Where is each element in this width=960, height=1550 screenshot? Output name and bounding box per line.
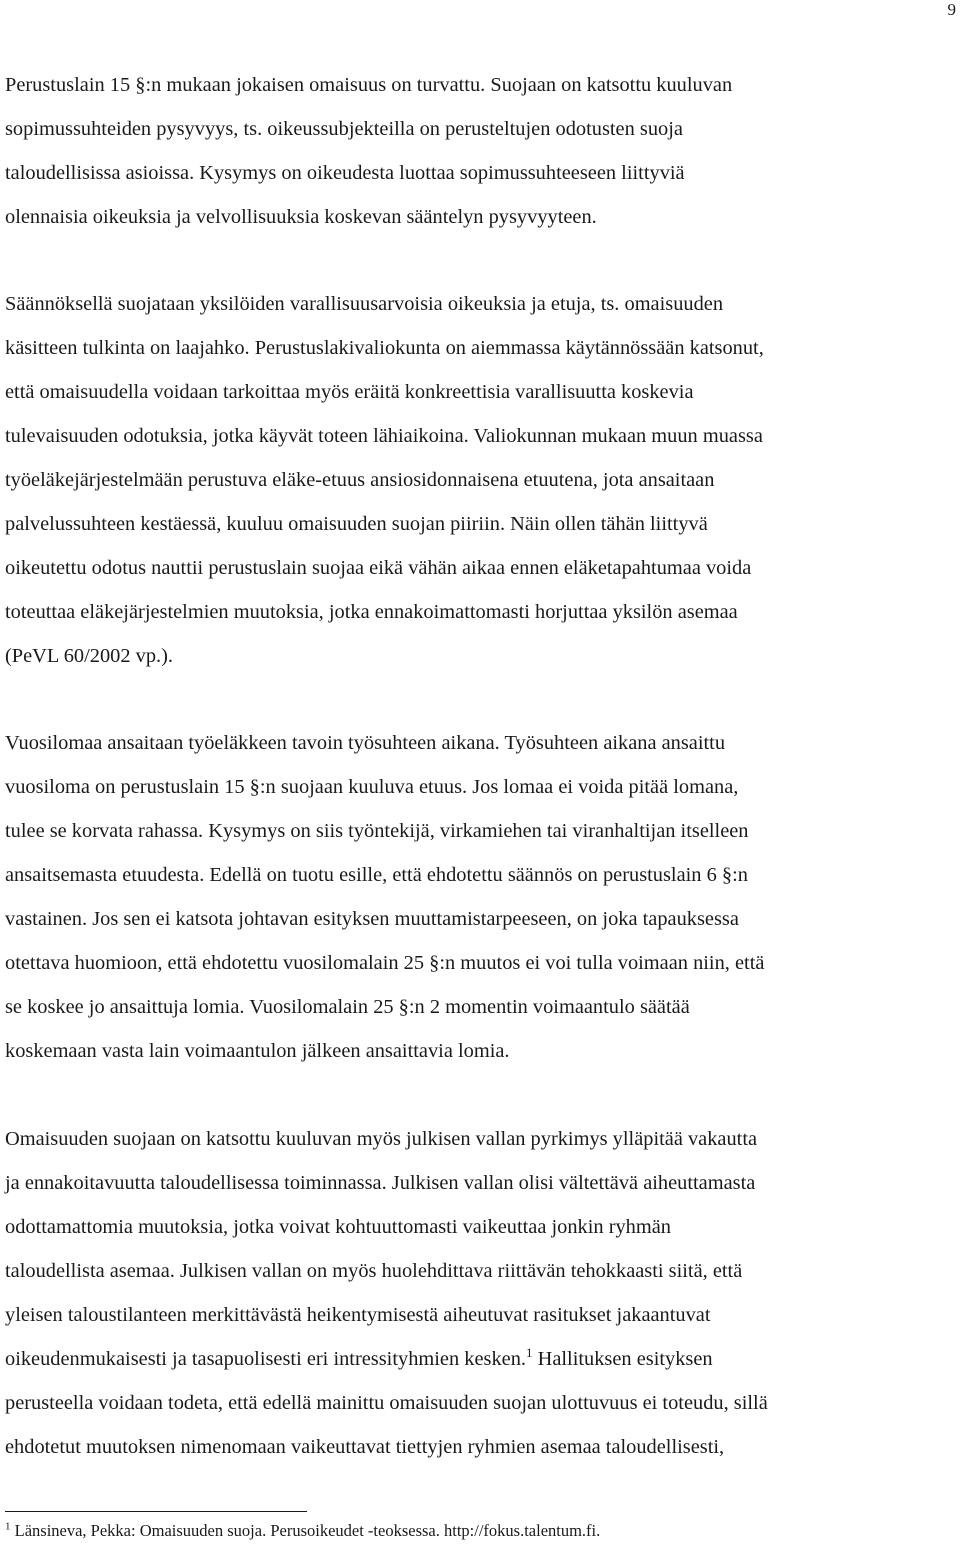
text-line: olennaisia oikeuksia ja velvollisuuksia koskevan sääntelyn pysyvyyteen.	[5, 206, 597, 228]
text-line: ansaitsemasta etuudesta. Edellä on tuotu esille, että ehdotettu säännös on perustuslain 6 §:n	[5, 864, 748, 886]
text-segment: oikeudenmukaisesti ja tasapuolisesti eri intressityhmien kesken.	[5, 1348, 526, 1370]
text-line: ja ennakoitavuutta taloudellisessa toiminnassa. Julkisen vallan olisi vältettävä aiheuttamasta	[5, 1172, 756, 1194]
text-line: että omaisuudella voidaan tarkoittaa myös eräitä konkreettisia varallisuutta koskevia	[5, 381, 694, 403]
footnote-reference[interactable]: 1	[526, 1345, 533, 1361]
text-line: vuosiloma on perustuslain 15 §:n suojaan kuuluva etuus. Jos lomaa ei voida pitää lomana,	[5, 776, 739, 798]
text-line: yleisen taloustilanteen merkittävästä heikentymisestä aiheutuvat rasitukset jakaantuvat	[5, 1304, 711, 1326]
text-line: Säännöksellä suojataan yksilöiden varallisuusarvoisia oikeuksia ja etuja, ts. omaisuuden	[5, 293, 724, 315]
text-line-with-footnote	[5, 1337, 955, 1381]
text-segment: Hallituksen esityksen	[532, 1348, 713, 1370]
text-line: perusteella voidaan todeta, että edellä mainittu omaisuuden suojan ulottuvuus ei toteudu, sillä	[5, 1392, 768, 1414]
text-line: vastainen. Jos sen ei katsota johtavan esityksen muuttamistarpeeseen, on joka tapauksessa	[5, 908, 739, 930]
footnote-divider	[5, 1511, 307, 1512]
text-line: tulevaisuuden odotuksia, jotka käyvät toteen lähiaikoina. Valiokunnan mukaan muun muassa	[5, 425, 763, 447]
text-line: koskemaan vasta lain voimaantulon jälkeen ansaittavia lomia.	[5, 1040, 510, 1062]
text-line: työeläkejärjestelmään perustuva eläke-etuus ansiosidonnaisena etuutena, jota ansaitaan	[5, 469, 715, 491]
paragraph-property-protection	[5, 63, 955, 239]
text-line: Perustuslain 15 §:n mukaan jokaisen omaisuus on turvattu. Suojaan on katsottu kuuluvan	[5, 74, 733, 96]
text-line: toteuttaa eläkejärjestelmien muutoksia, jotka ennakoimattomasti horjuttaa yksilön asemaa	[5, 601, 738, 623]
footnote-text: Länsineva, Pekka: Omaisuuden suoja. Perusoikeudet -teoksessa. http://fokus.talentum.fi.	[10, 1521, 601, 1540]
text-line: odottamattomia muutoksia, jotka voivat kohtuuttomasti vaikeuttaa jonkin ryhmän	[5, 1216, 671, 1238]
text-line: sopimussuhteiden pysyvyys, ts. oikeussubjekteilla on perusteltujen odotusten suoja	[5, 118, 683, 140]
text-line: palvelussuhteen kestäessä, kuuluu omaisuuden suojan piiriin. Näin ollen tähän liittyvä	[5, 513, 708, 535]
text-line: ehdotetut muutoksen nimenomaan vaikeuttavat tiettyjen ryhmien asemaa taloudellisesti,	[5, 1436, 725, 1458]
text-line: oikeutettu odotus nauttii perustuslain suojaa eikä vähän aikaa ennen eläketapahtumaa voida	[5, 557, 752, 579]
text-line: käsitteen tulkinta on laajahko. Perustuslakivaliokunta on aiemmassa käytännössään katsonut,	[5, 337, 764, 359]
text-line: taloudellista asemaa. Julkisen vallan on myös huolehdittava riittävän tehokkaasti siitä, että	[5, 1260, 743, 1282]
page-number: 9	[947, 0, 956, 19]
paragraph-property-interpretation	[5, 282, 955, 678]
text-line: otettava huomioon, että ehdotettu vuosilomalain 25 §:n muutos ei voi tulla voimaan niin, että	[5, 952, 765, 974]
footnote	[5, 1520, 600, 1542]
paragraph-annual-leave	[5, 721, 955, 1073]
text-line: Vuosilomaa ansaitaan työeläkkeen tavoin työsuhteen aikana. Työsuhteen aikana ansaittu	[5, 732, 726, 754]
text-line: Omaisuuden suojaan on katsottu kuuluvan myös julkisen vallan pyrkimys ylläpitää vakautta	[5, 1128, 758, 1150]
paragraph-public-authority	[5, 1117, 955, 1469]
footnote-marker: 1	[5, 1520, 11, 1533]
text-line: tulee se korvata rahassa. Kysymys on siis työntekijä, virkamiehen tai viranhaltijan itselleen	[5, 820, 749, 842]
text-line: taloudellisissa asioissa. Kysymys on oikeudesta luottaa sopimussuhteeseen liittyviä	[5, 162, 685, 184]
text-line: se koskee jo ansaittuja lomia. Vuosilomalain 25 §:n 2 momentin voimaantulo säätää	[5, 996, 690, 1018]
text-line: (PeVL 60/2002 vp.).	[5, 645, 174, 667]
